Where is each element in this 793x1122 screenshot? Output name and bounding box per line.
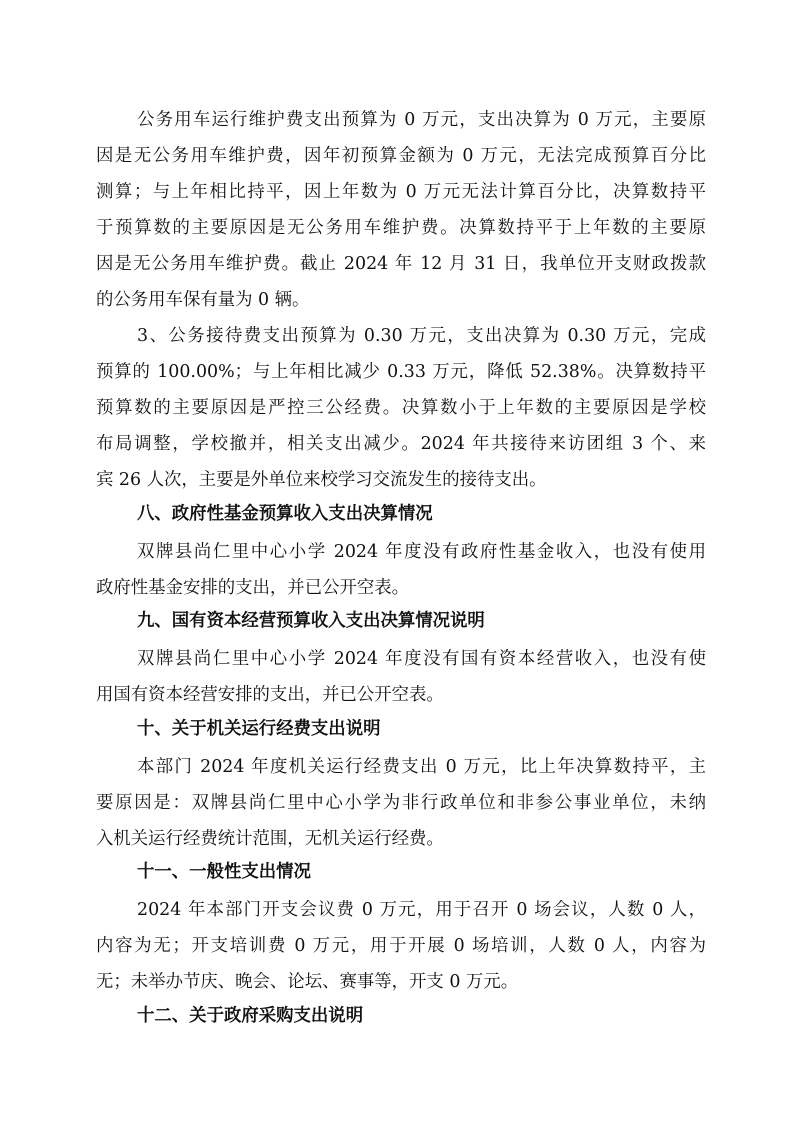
text-line: 3、公务接待费支出预算为 0.30 万元，支出决算为 0.30 万元，完成 [137,326,706,346]
text-line: 宾 26 人次，主要是外单位来校学习交流发生的接待支出。 [96,470,547,490]
text-line: 用国有资本经营安排的支出，并已公开空表。 [96,685,444,705]
section-heading: 十二、关于政府采购支出说明 [137,1006,364,1026]
text-line: 政府性基金安排的支出，并已公开空表。 [96,578,410,598]
text-line: 入机关运行经费统计范围，无机关运行经费。 [96,829,444,849]
text-line: 因是无公务用车维护费，因年初预算金额为 0 万元，无法完成预算百分比 [96,146,706,166]
text-line: 双牌县尚仁里中心小学 2024 年度没有国有资本经营收入，也没有使 [137,649,706,669]
text-line: 内容为无；开支培训费 0 万元，用于开展 0 场培训，人数 0 人，内容为 [96,936,706,956]
text-line: 要原因是：双牌县尚仁里中心小学为非行政单位和非参公事业单位，未纳 [96,793,706,813]
text-line: 预算的 100.00%；与上年相比减少 0.33 万元，降低 52.38%。决算数持平 [96,362,706,382]
section-heading: 八、政府性基金预算收入支出决算情况 [137,504,433,524]
text-line: 布局调整，学校撤并，相关支出减少。2024 年共接待来访团组 3 个、来 [96,434,706,454]
text-line: 因是无公务用车维护费。截止 2024 年 12 月 31 日，我单位开支财政拨款 [96,254,706,274]
section-heading: 十、关于机关运行经费支出说明 [137,719,381,739]
text-line: 双牌县尚仁里中心小学 2024 年度没有政府性基金收入，也没有使用 [137,542,706,562]
text-line: 公务用车运行维护费支出预算为 0 万元，支出决算为 0 万元，主要原 [137,110,706,130]
text-line: 本部门 2024 年度机关运行经费支出 0 万元，比上年决算数持平，主 [137,757,706,777]
text-line: 于预算数的主要原因是无公务用车维护费。决算数持平于上年数的主要原 [96,218,706,238]
text-line: 测算；与上年相比持平，因上年数为 0 万元无法计算百分比，决算数持平 [96,182,706,202]
section-heading: 九、国有资本经营预算收入支出决算情况说明 [137,611,485,631]
text-line: 2024 年本部门开支会议费 0 万元，用于召开 0 场会议，人数 0 人， [137,900,706,920]
text-line: 预算数的主要原因是严控三公经费。决算数小于上年数的主要原因是学校 [96,398,706,418]
text-line: 无；未举办节庆、晚会、论坛、赛事等，开支 0 万元。 [96,972,519,992]
text-line: 的公务用车保有量为 0 辆。 [96,290,310,310]
section-heading: 十一、一般性支出情况 [137,862,311,882]
